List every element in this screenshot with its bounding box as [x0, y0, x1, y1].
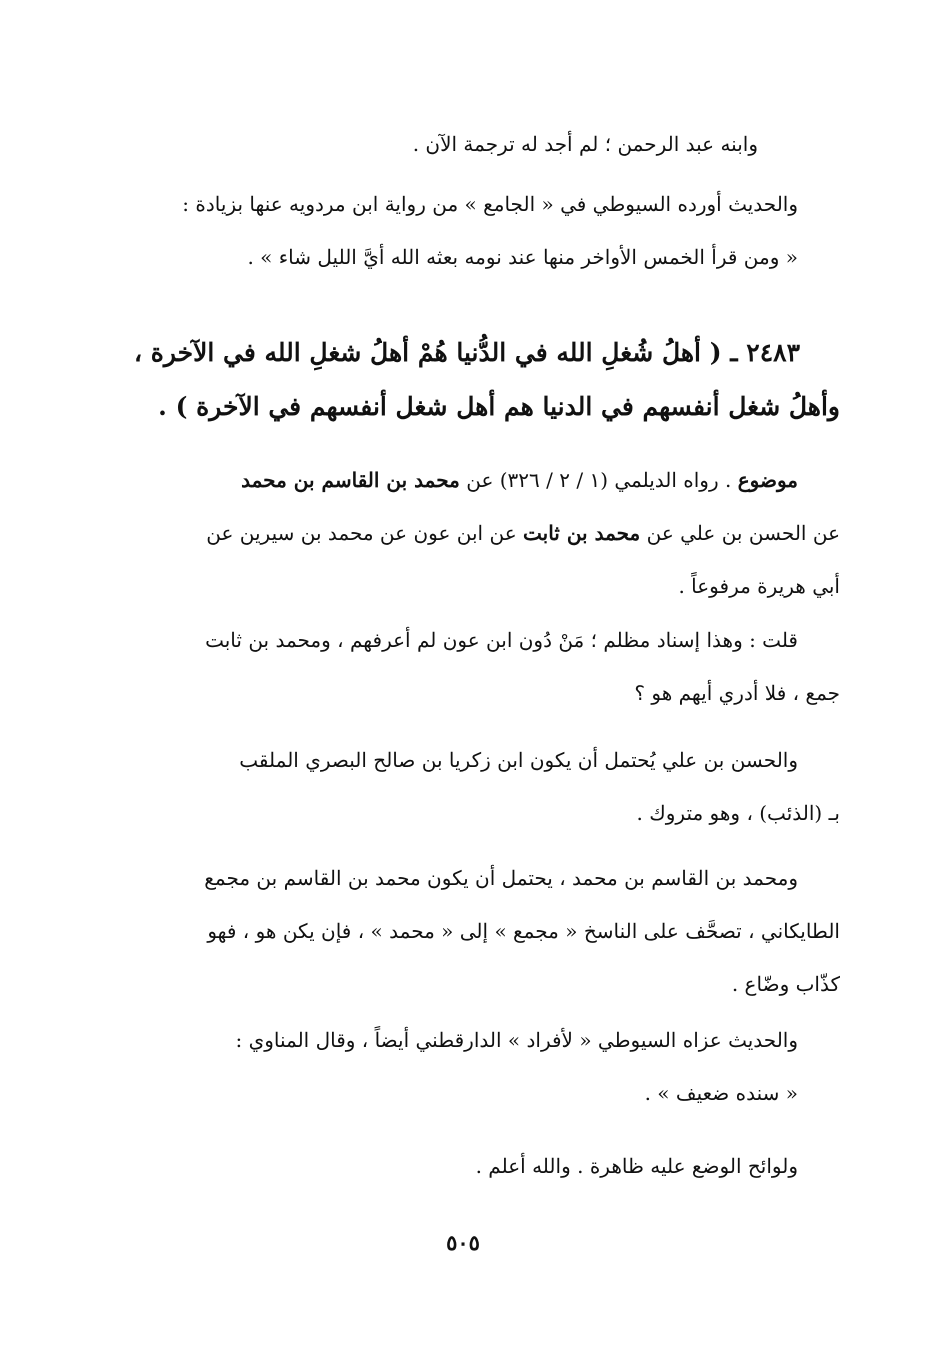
hadith-text-line: ٢٤٨٣ ـ ( أهلُ شُغلِ الله في الدُّنيا هُمْ أهلُ شغلِ الله في الآخرة ،: [133, 338, 800, 367]
text-line: والحديث عزاه السيوطي « لأفراد » الدارقطني أيضاً ، وقال المناوي :: [235, 1028, 798, 1052]
ruling-label: موضوع: [737, 468, 798, 492]
text-line: والحسن بن علي يُحتمل أن يكون ابن زكريا بن صالح البصري الملقب: [239, 748, 798, 772]
text-line: [100, 454, 840, 507]
text-line: والحديث أورده السيوطي في « الجامع » من رواية ابن مردويه عنها بزيادة :: [182, 192, 798, 216]
text-line: [100, 507, 840, 560]
paragraph-daraqutni: [100, 1014, 840, 1120]
text-line: الطايكاني ، تصحَّف على الناسخ « مجمع » إلى « محمد » ، فإن يكن هو ، فهو: [207, 919, 840, 943]
text-segment: عن ابن عون عن محمد بن سيرين عن: [206, 521, 523, 545]
text-line: جمع ، فلا أدري أيهم هو ؟: [634, 681, 840, 705]
paragraph-intro: [100, 118, 800, 171]
narrator-name: محمد بن ثابت: [522, 521, 641, 545]
text-line: كذّاب وضّاع .: [731, 972, 840, 996]
hadith-text-line: وأهلُ شغل أنفسهم في الدنيا هم أهل شغل أنفسهم في الآخرة ) .: [158, 392, 840, 421]
text-segment: عن الحسن بن علي عن: [640, 521, 840, 545]
text-line: ومحمد بن القاسم بن محمد ، يحتمل أن يكون محمد بن القاسم بن مجمع: [204, 866, 798, 890]
paragraph-ruling: [100, 454, 840, 613]
paragraph-conclusion: [100, 1140, 840, 1193]
paragraph-muhammad: [100, 852, 840, 1011]
paragraph-suyuti-jami: [100, 178, 840, 284]
page-number: ٥٠٥: [446, 1230, 480, 1255]
quoted-addition: « ومن قرأ الخمس الأواخر منها عند نومه بعثه الله أيَّ الليل شاء » .: [247, 245, 798, 269]
narrator-name: محمد بن القاسم بن محمد: [241, 468, 460, 492]
text-line: بـ (الذئب) ، وهو متروك .: [636, 801, 840, 825]
paragraph-hasan: [100, 734, 840, 840]
text-line: وابنه عبد الرحمن ؛ لم أجد له ترجمة الآن .: [412, 132, 758, 156]
quoted-verdict: « سنده ضعيف » .: [644, 1081, 798, 1105]
text-segment: . رواه الديلمي (١ / ٢ / ٣٢٦) عن: [459, 468, 738, 492]
text-line: ولوائح الوضع عليه ظاهرة . والله أعلم .: [475, 1154, 798, 1178]
paragraph-comment: [100, 614, 840, 720]
text-line: أبي هريرة مرفوعاً .: [678, 574, 840, 598]
text-line: قلت : وهذا إسناد مظلم ؛ مَنْ دُون ابن عون لم أعرفهم ، ومحمد بن ثابت: [205, 628, 798, 652]
hadith-heading: [100, 326, 840, 434]
